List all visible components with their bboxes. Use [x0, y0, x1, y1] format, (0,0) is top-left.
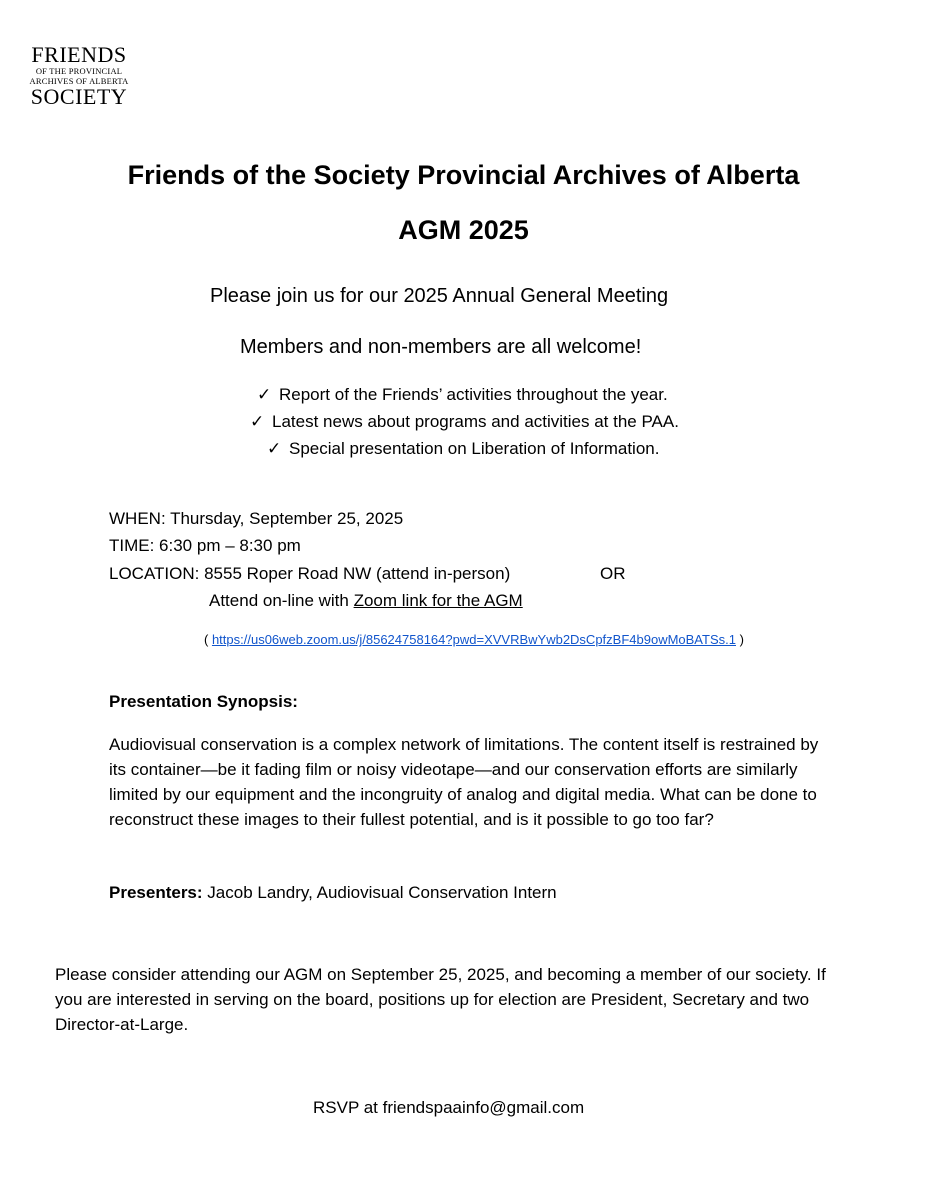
event-location: LOCATION: 8555 Roper Road NW (attend in-person)	[109, 564, 511, 583]
online-prefix: Attend on-line with	[209, 591, 354, 610]
url-close-paren: )	[735, 632, 744, 647]
intro-line-2: Members and non-members are all welcome!	[240, 336, 642, 358]
synopsis-heading: Presentation Synopsis:	[109, 692, 298, 711]
check-icon: ✓	[267, 439, 282, 458]
intro-line-1: Please join us for our 2025 Annual General Meeting	[210, 285, 669, 307]
page-subtitle: AGM 2025	[398, 215, 529, 245]
checklist-item-3	[267, 439, 659, 459]
society-logo	[24, 44, 134, 108]
zoom-url-link[interactable]: https://us06web.zoom.us/j/85624758164?pwd=XVVRBwYwb2DsCpfzBF4b9owMoBATSs.1	[211, 632, 736, 647]
checklist-item-text: Latest news about programs and activities at the PAA.	[272, 412, 679, 431]
closing-paragraph: Please consider attending our AGM on September 25, 2025, and becoming a member of our society. If you are interested in serving on the board, positions up for election are President, Secretary and two Director-at-Large.	[55, 965, 826, 1034]
logo-friends: FRIENDS	[31, 42, 127, 67]
rsvp-line: RSVP at friendspaainfo@gmail.com	[313, 1098, 585, 1117]
event-or: OR	[600, 564, 626, 583]
url-open-paren: (	[204, 632, 212, 647]
logo-provincial: OF THE PROVINCIAL	[35, 66, 123, 76]
checklist-item-text: Special presentation on Liberation of Information.	[289, 439, 660, 458]
checklist-item-2	[250, 412, 679, 432]
checklist-item-1	[257, 385, 668, 405]
presenters-label: Presenters:	[109, 883, 203, 902]
checklist-item-text: Report of the Friends’ activities throughout the year.	[279, 385, 668, 404]
zoom-url-line	[204, 632, 744, 647]
event-when: WHEN: Thursday, September 25, 2025	[109, 509, 404, 528]
zoom-link[interactable]: Zoom link for the AGM	[353, 591, 523, 610]
page-title: Friends of the Society Provincial Archives of Alberta	[127, 160, 800, 190]
logo-society: SOCIETY	[30, 84, 128, 109]
check-icon: ✓	[250, 412, 265, 431]
synopsis-body: Audiovisual conservation is a complex network of limitations. The content itself is restrained by its container—be it fading film or noisy videotape—and our conservation efforts are similarly limited by our equipment and the incongruity of analog and digital media. What can be done to reconstruct these images to their fullest potential, and is it possible to go too far?	[109, 735, 819, 829]
presenters-line	[109, 883, 557, 903]
event-online	[209, 591, 523, 611]
check-icon: ✓	[257, 385, 272, 404]
event-time: TIME: 6:30 pm – 8:30 pm	[109, 536, 301, 555]
logo-archives: ARCHIVES OF ALBERTA	[29, 76, 129, 86]
presenters-value: Jacob Landry, Audiovisual Conservation Intern	[202, 883, 557, 902]
